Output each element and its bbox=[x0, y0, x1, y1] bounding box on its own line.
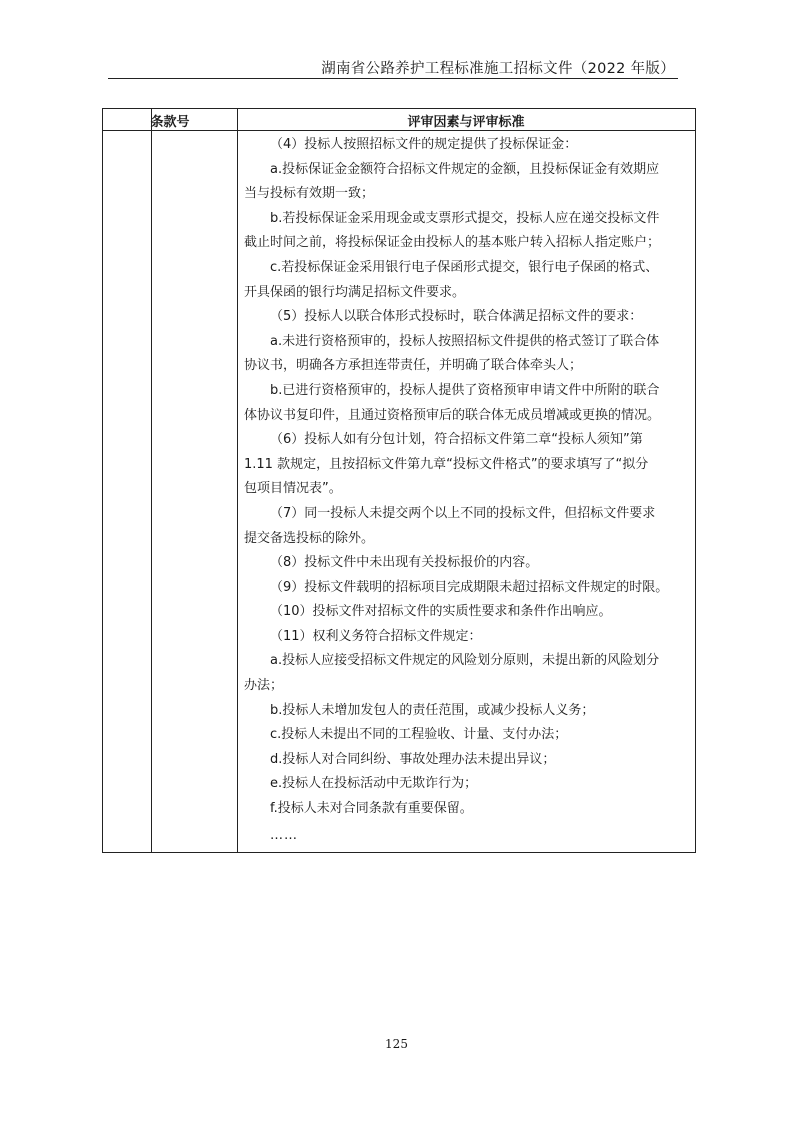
criteria-line: （7）同一投标人未提交两个以上不同的投标文件，但招标文件要求 bbox=[270, 505, 656, 521]
criteria-line: （10）投标文件对招标文件的实质性要求和条件作出响应。 bbox=[270, 604, 612, 620]
criteria-line: c.若投标保证金采用银行电子保函形式提交，银行电子保函的格式、 bbox=[270, 259, 659, 275]
column-header-clause-number: 条款号 bbox=[150, 115, 190, 130]
column-divider-1 bbox=[151, 109, 152, 852]
criteria-line: 截止时间之前，将投标保证金由投标人的基本账户转入招标人指定账户； bbox=[244, 235, 661, 251]
criteria-line: 提交备选投标的除外。 bbox=[244, 530, 375, 546]
page-header-title: 湖南省公路养护工程标准施工招标文件（2022 年版） bbox=[321, 61, 675, 77]
header-row-divider bbox=[103, 130, 695, 131]
criteria-line: （8）投标文件中未出现有关投标报价的内容。 bbox=[270, 555, 539, 571]
criteria-line: b.投标人未增加发包人的责任范围，或减少投标人义务； bbox=[270, 702, 595, 718]
header-rule bbox=[108, 78, 678, 79]
criteria-line: 开具保函的银行均满足招标文件要求。 bbox=[244, 284, 466, 300]
criteria-line: d.投标人对合同纠纷、事故处理办法未提出异议； bbox=[270, 751, 556, 767]
criteria-line: b.已进行资格预审的，投标人提供了资格预审申请文件中所附的联合 bbox=[270, 382, 660, 398]
criteria-line: f.投标人未对合同条款有重要保留。 bbox=[270, 801, 473, 817]
criteria-line: （4）投标人按照招标文件的规定提供了投标保证金： bbox=[270, 137, 578, 152]
criteria-line: 体协议书复印件，且通过资格预审后的联合体无成员增减或更换的情况。 bbox=[244, 407, 661, 423]
criteria-content bbox=[244, 133, 688, 848]
criteria-line: a.投标人应接受招标文件规定的风险划分原则，未提出新的风险划分 bbox=[270, 653, 660, 669]
criteria-line: c.投标人未提出不同的工程验收、计量、支付办法； bbox=[270, 727, 568, 743]
criteria-line: 当与投标有效期一致； bbox=[244, 186, 375, 202]
page-number: 125 bbox=[385, 1037, 408, 1051]
criteria-line: a.投标保证金金额符合招标文件规定的金额，且投标保证金有效期应 bbox=[270, 161, 660, 177]
criteria-table bbox=[102, 108, 696, 853]
criteria-line: （6）投标人如有分包计划，符合招标文件第二章“投标人须知”第 bbox=[270, 432, 643, 448]
criteria-line: a.未进行资格预审的，投标人按照招标文件提供的格式签订了联合体 bbox=[270, 333, 660, 349]
criteria-line: 1.11 款规定，且按招标文件第九章“投标文件格式”的要求填写了“拟分 bbox=[244, 456, 649, 472]
criteria-line: 办法； bbox=[244, 678, 284, 694]
criteria-line: e.投标人在投标活动中无欺诈行为； bbox=[270, 776, 478, 792]
criteria-line: （5）投标人以联合体形式投标时，联合体满足招标文件的要求： bbox=[270, 309, 643, 325]
column-divider-2 bbox=[237, 109, 238, 852]
criteria-line: b.若投标保证金采用现金或支票形式提交，投标人应在递交投标文件 bbox=[270, 210, 660, 226]
ellipsis: …… bbox=[270, 827, 298, 843]
criteria-line: （11）权利义务符合招标文件规定： bbox=[270, 628, 482, 644]
criteria-line: 包项目情况表”。 bbox=[244, 481, 342, 497]
criteria-line: （9）投标文件载明的招标项目完成期限未超过招标文件规定的时限。 bbox=[270, 579, 669, 595]
criteria-line: 协议书，明确各方承担连带责任，并明确了联合体牵头人； bbox=[244, 358, 583, 374]
column-header-review-criteria: 评审因素与评审标准 bbox=[407, 115, 525, 130]
